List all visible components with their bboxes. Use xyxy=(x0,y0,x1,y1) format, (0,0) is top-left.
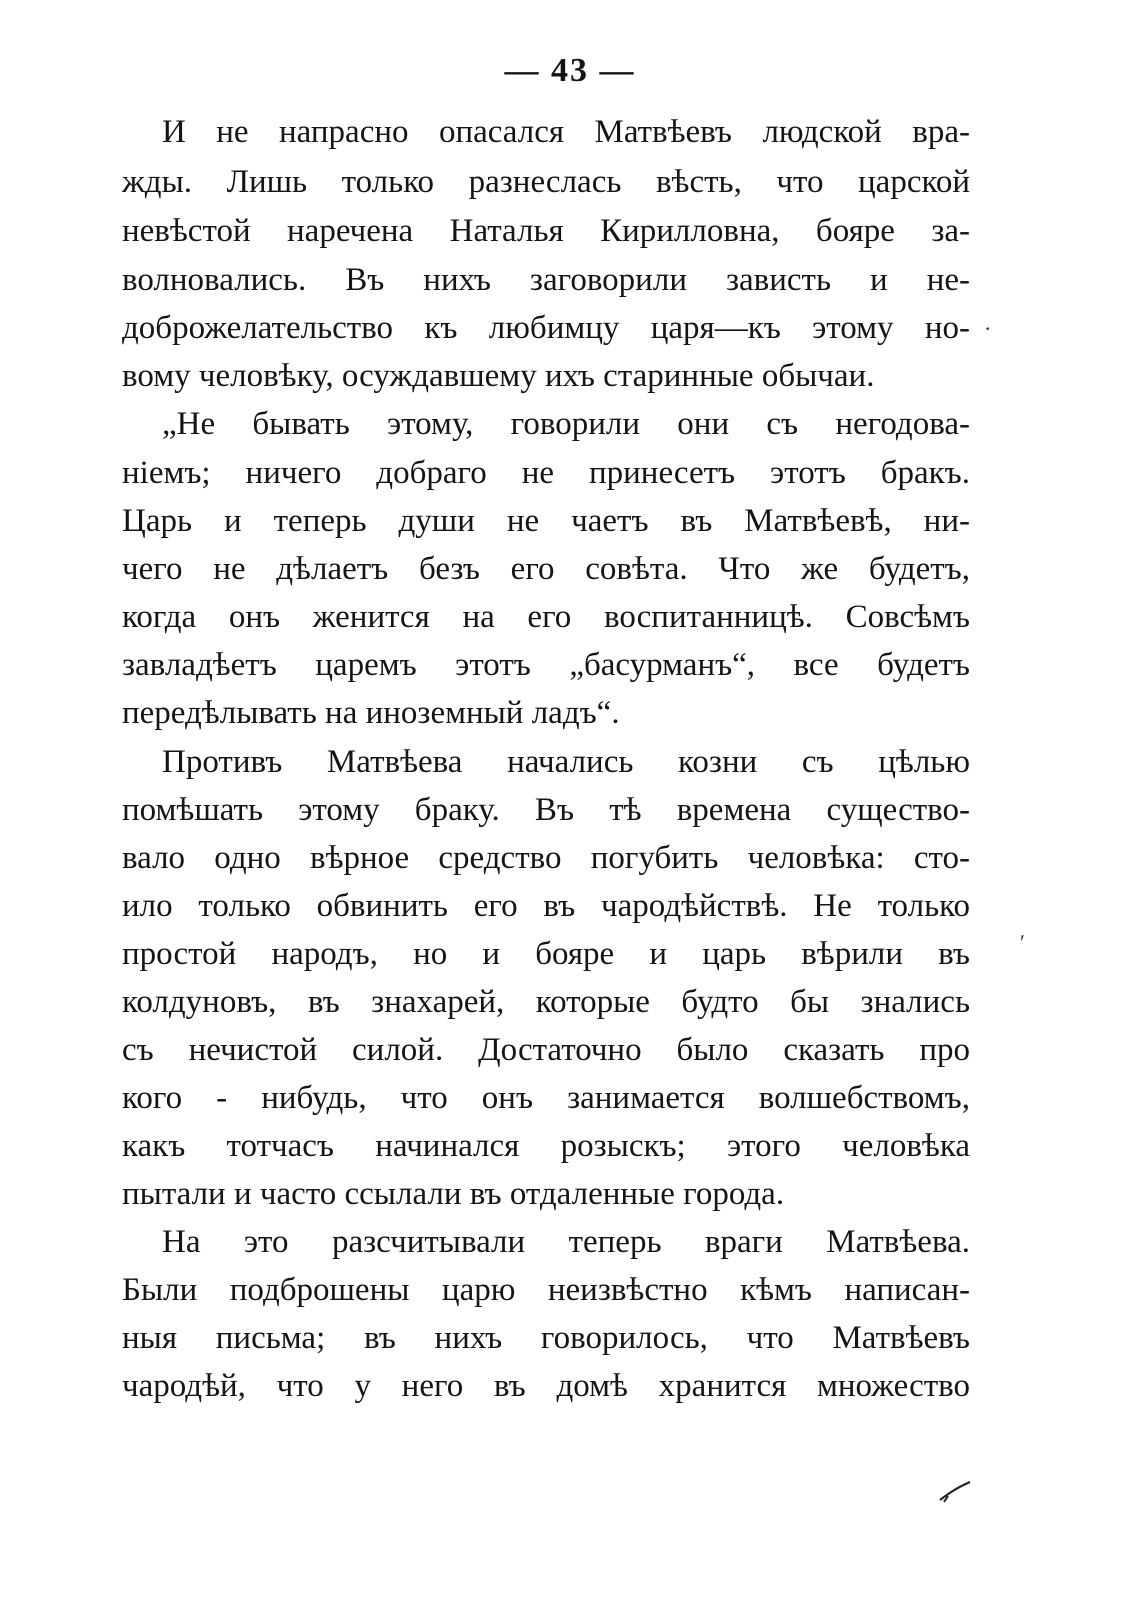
text-line: когда онъ женится на его воспитанницѣ. Совсѣмъ xyxy=(122,599,970,635)
text-line: съ нечистой силой. Достаточно было сказать про xyxy=(122,1032,970,1068)
text-line: жды. Лишь только разнеслась вѣсть, что царской xyxy=(122,164,970,200)
scan-speck: ʹ xyxy=(1020,930,1025,955)
text-line: какъ тотчасъ начинался розыскъ; этого человѣка xyxy=(122,1128,970,1164)
text-line: ніемъ; ничего добраго не принесетъ этотъ бракъ. xyxy=(122,455,970,491)
text-line: ныя письма; въ нихъ говорилось, что Матвѣевъ xyxy=(122,1320,970,1356)
text-line: помѣшать этому браку. Въ тѣ времена существо- xyxy=(122,792,970,828)
text-line: простой народъ, но и бояре и царь вѣрили въ xyxy=(122,936,970,972)
text-line: невѣстой наречена Наталья Кирилловна, бояре за- xyxy=(122,213,970,249)
text-line: завладѣетъ царемъ этотъ „басурманъ“, все будетъ xyxy=(122,647,970,683)
text-line: волновались. Въ нихъ заговорили зависть и не- xyxy=(122,262,970,298)
scan-speck: · xyxy=(984,316,992,341)
text-line: „Не бывать этому, говорили они съ негодова- xyxy=(162,406,970,442)
text-line: вало одно вѣрное средство погубить человѣка: сто- xyxy=(122,840,970,876)
text-line: пытали и часто ссылали въ отдаленные города. xyxy=(122,1176,785,1212)
text-line: вому человѣку, осуждавшему ихъ старинные обычаи. xyxy=(122,358,875,394)
text-line: На это разсчитывали теперь враги Матвѣева. xyxy=(162,1224,970,1260)
text-line: доброжелательство къ любимцу царя—къ этому но- xyxy=(122,310,970,346)
text-line: чародѣй, что у него въ домѣ хранится множество xyxy=(122,1368,970,1404)
text-line: чего не дѣлаетъ безъ его совѣта. Что же будетъ, xyxy=(122,551,970,587)
scan-ink-mark xyxy=(938,1478,974,1504)
text-line: Царь и теперь души не чаетъ въ Матвѣевѣ, ни- xyxy=(122,503,970,539)
page-number: — 43 — xyxy=(504,52,636,89)
text-line: Противъ Матвѣева начались козни съ цѣлью xyxy=(162,744,970,780)
text-line: И не напрасно опасался Матвѣевъ людской вра- xyxy=(162,114,970,150)
text-line: ило только обвинить его въ чародѣйствѣ. Не только xyxy=(122,888,970,924)
text-line: колдуновъ, въ знахарей, которые будто бы знались xyxy=(122,984,970,1020)
text-line: Были подброшены царю неизвѣстно кѣмъ написан- xyxy=(122,1272,970,1308)
text-line: передѣлывать на иноземный ладъ“. xyxy=(122,695,620,731)
text-line: кого - нибудь, что онъ занимается волшебствомъ, xyxy=(122,1080,970,1116)
